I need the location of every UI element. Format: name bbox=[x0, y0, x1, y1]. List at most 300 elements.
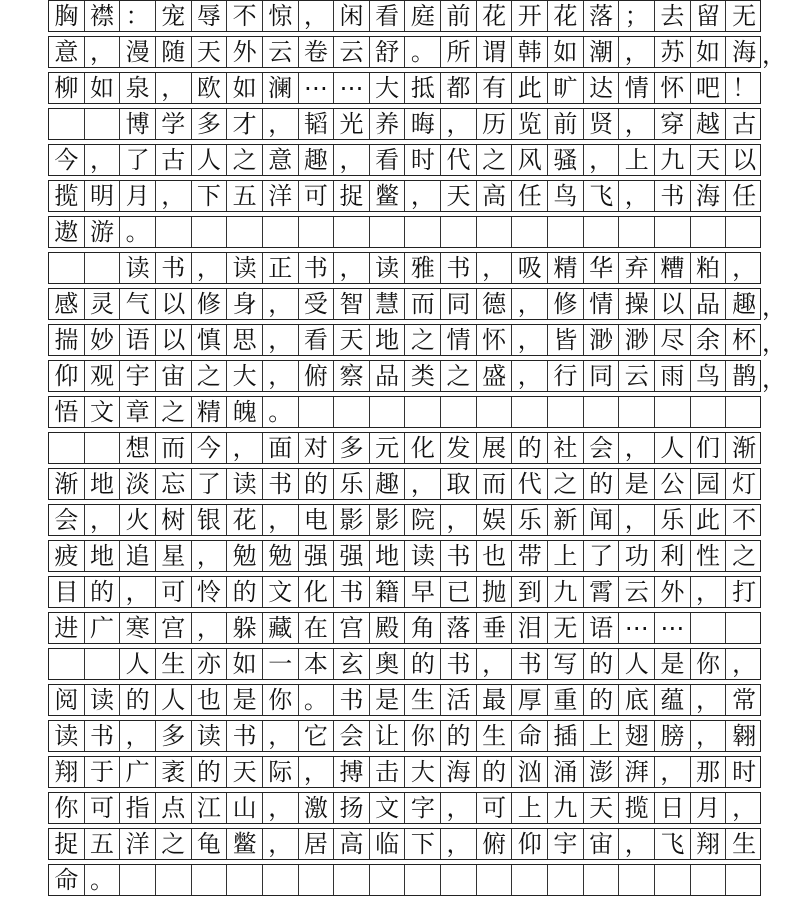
grid-cell: 你 bbox=[691, 649, 727, 679]
grid-row bbox=[48, 720, 761, 752]
grid-cell: 宇 bbox=[548, 829, 584, 859]
grid-cell: 卷 bbox=[299, 37, 335, 67]
grid-cell: 蕴 bbox=[655, 685, 691, 715]
grid-cell: 人 bbox=[655, 433, 691, 463]
grid-cell: ， bbox=[85, 505, 121, 535]
grid-cell: 柳 bbox=[49, 73, 85, 103]
grid-cell: 底 bbox=[619, 685, 655, 715]
grid-cell: 藏 bbox=[263, 613, 299, 643]
grid-cell: ， bbox=[334, 253, 370, 283]
grid-cell: 读 bbox=[49, 721, 85, 751]
grid-cell: 留 bbox=[691, 1, 727, 31]
grid-cell: 月 bbox=[691, 793, 727, 823]
grid-cell: ， bbox=[299, 757, 335, 787]
grid-cell: 云 bbox=[619, 577, 655, 607]
grid-cell: 明 bbox=[85, 181, 121, 211]
grid-cell: 飞 bbox=[655, 829, 691, 859]
grid-cell: 骚 bbox=[548, 145, 584, 175]
grid-cell: 潮 bbox=[584, 37, 620, 67]
grid-cell bbox=[548, 397, 584, 427]
grid-cell bbox=[619, 217, 655, 247]
grid-cell: 有 bbox=[477, 73, 513, 103]
grid-cell: 精 bbox=[548, 253, 584, 283]
grid-cell: 是 bbox=[370, 685, 406, 715]
grid-row bbox=[48, 612, 761, 644]
grid-cell: 怀 bbox=[477, 325, 513, 355]
grid-cell bbox=[299, 397, 335, 427]
grid-cell: ， bbox=[406, 181, 442, 211]
grid-cell: 苏 bbox=[655, 37, 691, 67]
grid-cell: 揽 bbox=[49, 181, 85, 211]
grid-cell: 飞 bbox=[584, 181, 620, 211]
grid-cell: 了 bbox=[120, 145, 156, 175]
grid-cell: 扬 bbox=[334, 793, 370, 823]
grid-cell: 常 bbox=[732, 686, 757, 714]
grid-cell: ⋯ bbox=[299, 73, 335, 103]
grid-cell: ， bbox=[192, 613, 228, 643]
grid-cell bbox=[512, 865, 548, 895]
grid-cell: ， bbox=[655, 757, 691, 787]
grid-cell: 它 bbox=[299, 721, 335, 751]
grid-cell bbox=[691, 397, 727, 427]
grid-cell bbox=[299, 865, 335, 895]
grid-cell: 人 bbox=[192, 145, 228, 175]
grid-cell: 都 bbox=[441, 73, 477, 103]
grid-cell: 任 bbox=[512, 181, 548, 211]
grid-cell: ， bbox=[619, 109, 655, 139]
grid-row bbox=[48, 144, 761, 176]
grid-row bbox=[48, 864, 761, 896]
grid-cell bbox=[655, 865, 691, 895]
grid-cell: 汹 bbox=[512, 757, 548, 787]
grid-cell bbox=[263, 217, 299, 247]
grid-cell: 上 bbox=[584, 721, 620, 751]
grid-cell: 勉 bbox=[263, 541, 299, 571]
grid-cell: 不 bbox=[227, 1, 263, 31]
grid-cell: ； bbox=[619, 1, 655, 31]
grid-cell: 光 bbox=[334, 109, 370, 139]
grid-cell: 看 bbox=[370, 1, 406, 31]
grid-cell: 不 bbox=[732, 506, 757, 534]
grid-cell: 庭 bbox=[406, 1, 442, 31]
grid-cell: 发 bbox=[441, 433, 477, 463]
grid-cell: 闲 bbox=[334, 1, 370, 31]
grid-cell: 书 bbox=[334, 685, 370, 715]
grid-cell: 高 bbox=[334, 829, 370, 859]
grid-cell: 落 bbox=[441, 613, 477, 643]
grid-cell bbox=[619, 397, 655, 427]
grid-cell: 行 bbox=[548, 361, 584, 391]
grid-cell: ⋯ bbox=[334, 73, 370, 103]
grid-cell: 云 bbox=[334, 37, 370, 67]
grid-cell: 厚 bbox=[512, 685, 548, 715]
grid-cell: 临 bbox=[370, 829, 406, 859]
grid-cell: 一 bbox=[263, 649, 299, 679]
grid-cell: 云 bbox=[263, 37, 299, 67]
grid-cell: 糟 bbox=[655, 253, 691, 283]
grid-cell: 遨 bbox=[49, 217, 85, 247]
grid-cell: 山 bbox=[227, 793, 263, 823]
grid-cell: 正 bbox=[263, 253, 299, 283]
grid-cell: 代 bbox=[441, 145, 477, 175]
grid-cell: 银 bbox=[192, 505, 228, 535]
grid-cell: 你 bbox=[406, 721, 442, 751]
grid-cell: 天 bbox=[192, 37, 228, 67]
grid-cell: 书 bbox=[655, 181, 691, 211]
grid-cell: 书 bbox=[441, 541, 477, 571]
grid-cell: 地 bbox=[370, 541, 406, 571]
grid-cell: ， bbox=[732, 254, 757, 282]
grid-cell: 乐 bbox=[655, 505, 691, 535]
grid-cell bbox=[584, 397, 620, 427]
grid-cell: 时 bbox=[406, 145, 442, 175]
grid-cell: 高 bbox=[477, 181, 513, 211]
grid-cell: 火 bbox=[120, 505, 156, 535]
grid-cell: 渺 bbox=[619, 325, 655, 355]
grid-cell: ， bbox=[619, 181, 655, 211]
grid-cell bbox=[548, 217, 584, 247]
grid-cell: 地 bbox=[85, 541, 121, 571]
grid-cell: 会 bbox=[49, 505, 85, 535]
grid-cell: 捉 bbox=[49, 829, 85, 859]
grid-cell: 会 bbox=[584, 433, 620, 463]
grid-cell: 无 bbox=[732, 2, 757, 30]
grid-cell: 读 bbox=[370, 253, 406, 283]
grid-cell: 灯 bbox=[732, 470, 757, 498]
grid-cell bbox=[512, 397, 548, 427]
grid-cell: 同 bbox=[584, 361, 620, 391]
grid-cell: 洋 bbox=[120, 829, 156, 859]
grid-cell bbox=[477, 865, 513, 895]
grid-cell: 杯 bbox=[732, 326, 757, 354]
grid-cell: ， bbox=[334, 145, 370, 175]
grid-cell bbox=[370, 217, 406, 247]
grid-cell: 历 bbox=[477, 109, 513, 139]
grid-cell: 海 bbox=[691, 181, 727, 211]
grid-cell: 此 bbox=[512, 73, 548, 103]
grid-cell: ！ bbox=[732, 74, 757, 102]
grid-cell: ， bbox=[441, 829, 477, 859]
margin-punctuation: ， bbox=[762, 40, 786, 69]
grid-cell: 语 bbox=[584, 613, 620, 643]
grid-cell: 利 bbox=[655, 541, 691, 571]
grid-cell: 激 bbox=[299, 793, 335, 823]
grid-cell: 开 bbox=[512, 1, 548, 31]
grid-cell: 功 bbox=[619, 541, 655, 571]
grid-cell: 此 bbox=[691, 505, 727, 535]
grid-cell bbox=[85, 109, 121, 139]
grid-cell: 了 bbox=[192, 469, 228, 499]
grid-cell: ， bbox=[691, 685, 727, 715]
grid-cell: 而 bbox=[156, 433, 192, 463]
grid-cell: 同 bbox=[441, 289, 477, 319]
grid-cell: 园 bbox=[691, 469, 727, 499]
grid-cell: 以 bbox=[156, 289, 192, 319]
grid-cell bbox=[49, 109, 85, 139]
grid-cell: 命 bbox=[49, 865, 85, 895]
grid-cell: 书 bbox=[512, 649, 548, 679]
grid-cell: ， bbox=[406, 469, 442, 499]
grid-cell: 洋 bbox=[263, 181, 299, 211]
grid-cell: 角 bbox=[406, 613, 442, 643]
grid-cell: 霄 bbox=[584, 577, 620, 607]
grid-cell bbox=[49, 649, 85, 679]
grid-cell: 而 bbox=[406, 289, 442, 319]
grid-cell: 意 bbox=[49, 37, 85, 67]
grid-cell: 广 bbox=[85, 613, 121, 643]
grid-cell: 垂 bbox=[477, 613, 513, 643]
grid-cell: 生 bbox=[732, 830, 757, 858]
grid-cell: ， bbox=[691, 577, 727, 607]
grid-cell: 躲 bbox=[227, 613, 263, 643]
grid-cell: 们 bbox=[691, 433, 727, 463]
grid-cell: 穿 bbox=[655, 109, 691, 139]
grid-cell bbox=[85, 649, 121, 679]
grid-cell: 地 bbox=[85, 469, 121, 499]
grid-cell: 澎 bbox=[584, 757, 620, 787]
grid-cell: 宫 bbox=[334, 613, 370, 643]
grid-cell: ， bbox=[263, 793, 299, 823]
grid-cell bbox=[655, 217, 691, 247]
grid-row bbox=[48, 648, 761, 680]
grid-cell bbox=[85, 253, 121, 283]
grid-cell: 居 bbox=[299, 829, 335, 859]
grid-cell: 风 bbox=[512, 145, 548, 175]
grid-cell: 类 bbox=[406, 361, 442, 391]
grid-cell bbox=[299, 217, 335, 247]
grid-cell bbox=[334, 397, 370, 427]
grid-cell: 翅 bbox=[619, 721, 655, 751]
grid-cell: 俯 bbox=[477, 829, 513, 859]
grid-cell: 淡 bbox=[120, 469, 156, 499]
grid-cell: 怀 bbox=[655, 73, 691, 103]
grid-cell: 乐 bbox=[334, 469, 370, 499]
grid-cell: 雨 bbox=[655, 361, 691, 391]
grid-cell: 带 bbox=[512, 541, 548, 571]
grid-cell: 贤 bbox=[584, 109, 620, 139]
grid-cell: 揣 bbox=[49, 325, 85, 355]
grid-cell: 点 bbox=[156, 793, 192, 823]
grid-cell bbox=[655, 397, 691, 427]
grid-cell: 在 bbox=[299, 613, 335, 643]
grid-cell: 。 bbox=[299, 685, 335, 715]
grid-cell: 影 bbox=[370, 505, 406, 535]
grid-cell: 想 bbox=[120, 433, 156, 463]
grid-cell: 书 bbox=[441, 253, 477, 283]
grid-cell: 鳖 bbox=[370, 181, 406, 211]
grid-cell: 海 bbox=[732, 38, 757, 66]
grid-cell: 化 bbox=[406, 433, 442, 463]
grid-cell: 天 bbox=[441, 181, 477, 211]
grid-cell: 前 bbox=[548, 109, 584, 139]
grid-cell: 文 bbox=[263, 577, 299, 607]
grid-cell: 文 bbox=[85, 397, 121, 427]
grid-cell bbox=[512, 217, 548, 247]
grid-cell: 的 bbox=[441, 721, 477, 751]
grid-cell: 了 bbox=[584, 541, 620, 571]
grid-cell: ， bbox=[192, 541, 228, 571]
grid-row bbox=[48, 396, 761, 428]
grid-cell: 胸 bbox=[49, 1, 85, 31]
grid-cell: 。 bbox=[85, 865, 121, 895]
grid-cell: ， bbox=[263, 109, 299, 139]
grid-cell: 的 bbox=[120, 685, 156, 715]
grid-cell: 之 bbox=[441, 361, 477, 391]
grid-cell: 本 bbox=[299, 649, 335, 679]
grid-cell bbox=[120, 865, 156, 895]
grid-cell: 。 bbox=[120, 217, 156, 247]
grid-cell: 怜 bbox=[192, 577, 228, 607]
grid-cell: 读 bbox=[85, 685, 121, 715]
grid-cell: 云 bbox=[619, 361, 655, 391]
grid-cell: ， bbox=[441, 793, 477, 823]
grid-cell: 新 bbox=[548, 505, 584, 535]
grid-cell: 的 bbox=[192, 757, 228, 787]
grid-cell: 的 bbox=[85, 577, 121, 607]
grid-cell: ， bbox=[584, 145, 620, 175]
grid-cell: 趣 bbox=[732, 290, 757, 318]
grid-cell: 气 bbox=[120, 289, 156, 319]
grid-cell: ， bbox=[85, 37, 121, 67]
grid-cell: 是 bbox=[227, 685, 263, 715]
grid-row bbox=[48, 468, 761, 500]
grid-cell: ， bbox=[263, 829, 299, 859]
grid-row bbox=[48, 360, 761, 392]
grid-cell: 舒 bbox=[370, 37, 406, 67]
grid-cell: 人 bbox=[156, 685, 192, 715]
grid-cell: 书 bbox=[441, 649, 477, 679]
grid-row bbox=[48, 504, 761, 536]
grid-cell: ， bbox=[619, 829, 655, 859]
grid-cell: 多 bbox=[334, 433, 370, 463]
grid-cell: 星 bbox=[156, 541, 192, 571]
grid-cell: 博 bbox=[120, 109, 156, 139]
grid-cell: 乐 bbox=[512, 505, 548, 535]
grid-cell bbox=[477, 217, 513, 247]
grid-cell: 殿 bbox=[370, 613, 406, 643]
grid-cell: 达 bbox=[584, 73, 620, 103]
grid-cell: 盛 bbox=[477, 361, 513, 391]
grid-cell: 大 bbox=[406, 757, 442, 787]
grid-cell: 化 bbox=[299, 577, 335, 607]
grid-cell: 品 bbox=[691, 289, 727, 319]
grid-cell: 奥 bbox=[370, 649, 406, 679]
grid-cell bbox=[156, 865, 192, 895]
grid-cell: 可 bbox=[477, 793, 513, 823]
grid-cell: 之 bbox=[548, 469, 584, 499]
grid-cell: 读 bbox=[406, 541, 442, 571]
grid-cell: 书 bbox=[263, 469, 299, 499]
grid-cell: 击 bbox=[370, 757, 406, 787]
grid-cell: 抛 bbox=[477, 577, 513, 607]
grid-cell: 学 bbox=[156, 109, 192, 139]
grid-cell: 渐 bbox=[49, 469, 85, 499]
grid-cell: 时 bbox=[732, 758, 757, 786]
grid-cell: 去 bbox=[655, 1, 691, 31]
grid-cell: 展 bbox=[477, 433, 513, 463]
grid-cell: 览 bbox=[512, 109, 548, 139]
grid-cell: ， bbox=[263, 721, 299, 751]
grid-cell: 读 bbox=[192, 721, 228, 751]
grid-cell: ， bbox=[227, 433, 263, 463]
grid-cell: 是 bbox=[619, 469, 655, 499]
grid-cell: 的 bbox=[584, 649, 620, 679]
grid-cell: 疲 bbox=[49, 541, 85, 571]
grid-cell: 智 bbox=[334, 289, 370, 319]
grid-cell: ， bbox=[156, 73, 192, 103]
grid-cell: 趣 bbox=[299, 145, 335, 175]
grid-row bbox=[48, 108, 761, 140]
grid-cell bbox=[548, 865, 584, 895]
margin-punctuation: ， bbox=[762, 364, 786, 393]
grid-row bbox=[48, 540, 761, 572]
grid-cell: 花 bbox=[477, 1, 513, 31]
grid-cell: 语 bbox=[120, 325, 156, 355]
grid-cell: ， bbox=[477, 649, 513, 679]
grid-cell: 人 bbox=[619, 649, 655, 679]
grid-cell: 欧 bbox=[192, 73, 228, 103]
grid-cell: 如 bbox=[227, 649, 263, 679]
grid-cell: 可 bbox=[299, 181, 335, 211]
grid-cell: 电 bbox=[299, 505, 335, 535]
grid-cell: 籍 bbox=[370, 577, 406, 607]
grid-cell: 九 bbox=[655, 145, 691, 175]
grid-cell: ， bbox=[263, 325, 299, 355]
grid-row bbox=[48, 792, 761, 824]
grid-cell: 品 bbox=[370, 361, 406, 391]
grid-cell: 魄 bbox=[227, 397, 263, 427]
grid-cell: 天 bbox=[691, 145, 727, 175]
grid-cell: 如 bbox=[691, 37, 727, 67]
grid-cell: 的 bbox=[477, 757, 513, 787]
grid-cell: ， bbox=[732, 794, 757, 822]
grid-cell: 的 bbox=[227, 577, 263, 607]
grid-cell: 大 bbox=[370, 73, 406, 103]
grid-cell: 而 bbox=[477, 469, 513, 499]
grid-cell: 可 bbox=[85, 793, 121, 823]
grid-cell: 宠 bbox=[156, 1, 192, 31]
grid-cell: 会 bbox=[334, 721, 370, 751]
grid-cell: 今 bbox=[49, 145, 85, 175]
grid-cell: 粕 bbox=[691, 253, 727, 283]
grid-cell: 任 bbox=[732, 182, 757, 210]
grid-cell: 龟 bbox=[192, 829, 228, 859]
grid-cell: 以 bbox=[655, 289, 691, 319]
grid-cell: 以 bbox=[156, 325, 192, 355]
grid-cell: ， bbox=[512, 289, 548, 319]
grid-cell: 意 bbox=[263, 145, 299, 175]
grid-cell: 追 bbox=[120, 541, 156, 571]
grid-cell bbox=[726, 217, 762, 247]
grid-cell: 如 bbox=[548, 37, 584, 67]
grid-cell bbox=[691, 865, 727, 895]
grid-cell: 晦 bbox=[406, 109, 442, 139]
grid-cell: ， bbox=[120, 577, 156, 607]
grid-cell: 打 bbox=[732, 578, 757, 606]
grid-cell: 察 bbox=[334, 361, 370, 391]
grid-cell: 进 bbox=[49, 613, 85, 643]
grid-cell: ， bbox=[441, 109, 477, 139]
grid-cell: 德 bbox=[477, 289, 513, 319]
grid-cell: 修 bbox=[548, 289, 584, 319]
grid-cell: 皆 bbox=[548, 325, 584, 355]
grid-cell bbox=[406, 217, 442, 247]
grid-cell: 揽 bbox=[619, 793, 655, 823]
grid-row bbox=[48, 684, 761, 716]
grid-cell: 亦 bbox=[192, 649, 228, 679]
grid-cell: 上 bbox=[548, 541, 584, 571]
grid-cell: 受 bbox=[299, 289, 335, 319]
